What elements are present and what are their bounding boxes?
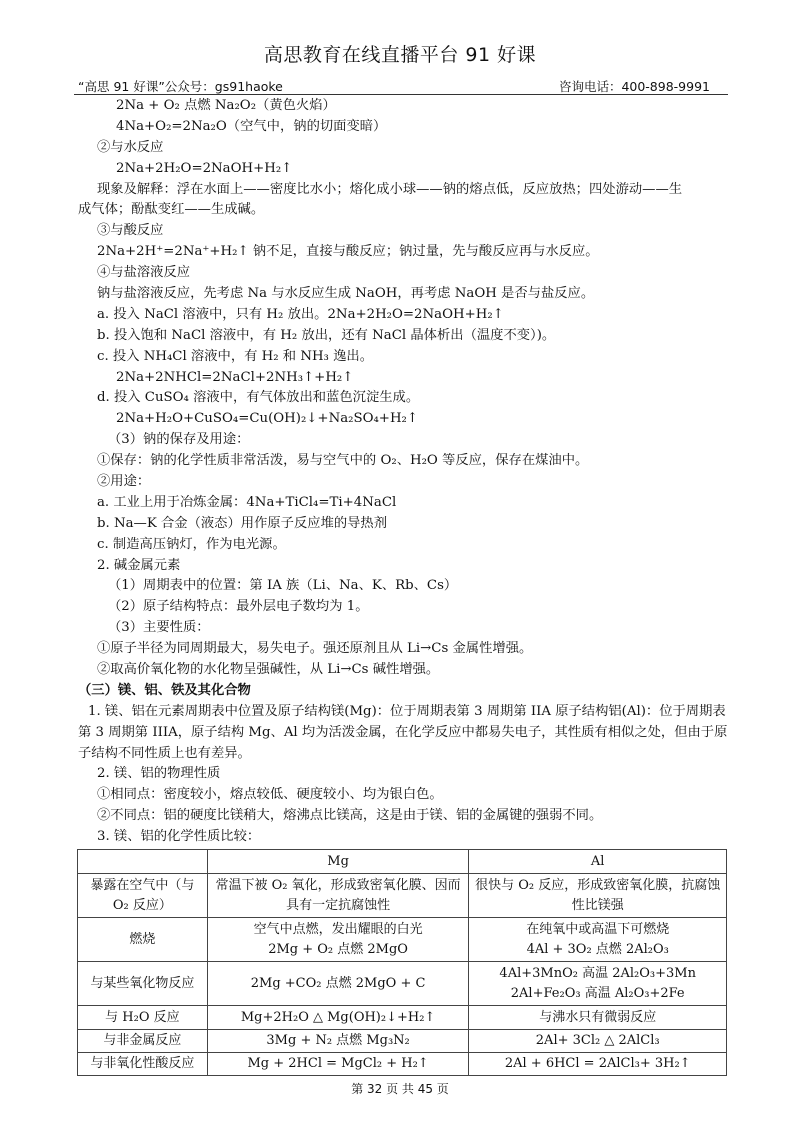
text-line: ①相同点：密度较小，熔点较低、硬度较小、均为银白色。: [97, 786, 443, 802]
table-header-cell: Mg: [207, 850, 469, 874]
text-line: c. 制造高压钠灯，作为电光源。: [97, 536, 286, 552]
text-line: （3）主要性质：: [108, 620, 210, 636]
table-cell: 与非金属反应: [78, 1030, 208, 1053]
table-cell: 4Al+3MnO₂ 高温 2Al₂O₃+3Mn 2Al+Fe₂O₃ 高温 Al₂O₃+2Fe: [469, 962, 727, 1006]
paragraph: 1. 镁、铝在元素周期表中位置及原子结构镁(Mg)：位于周期表第 3 周期第 IIA 原子结构铝(Al)：位于周期表第 3 周期第 IIIA，原子结构 Mg、Al 均为活泼金属，在化学反应中都易失电子，其性质有相似之处，但由于原子结构不同性质上也有差异。: [78, 703, 728, 761]
table-cell: 很快与 O₂ 反应，形成致密氧化膜，抗腐蚀性比镁强: [469, 874, 727, 918]
page-number: 第 32 页 共 45 页: [351, 1082, 449, 1096]
phone-number: 咨询电话：400-898-9991: [558, 79, 710, 94]
page-title: 高思教育在线直播平台 91 好课: [263, 44, 537, 66]
table-header-cell: [78, 850, 208, 874]
text-line: ①保存：钠的化学性质非常活泼，易与空气中的 O₂、H₂O 等反应，保存在煤油中。: [97, 453, 589, 469]
text-line: 成气体；酚酞变红——生成碱。: [78, 202, 265, 218]
text-line: a. 投入 NaCl 溶液中，只有 H₂ 放出。2Na+2H₂O=2NaOH+H₂↑: [97, 306, 504, 322]
comparison-table: [77, 849, 727, 1076]
text-line: 2Na+2H₂O=2NaOH+H₂↑: [116, 160, 293, 176]
text-line: 2Na+2H⁺=2Na⁺+H₂↑ 钠不足，直接与酸反应；钠过量，先与酸反应再与水反应。: [97, 244, 599, 260]
table-cell: Mg+2H₂O △ Mg(OH)₂↓+H₂↑: [207, 1006, 469, 1030]
table-cell: 2Mg +CO₂ 点燃 2MgO + C: [207, 962, 469, 1006]
table-cell: 2Al + 6HCl = 2AlCl₃+ 3H₂↑: [469, 1053, 727, 1076]
text-line: 2Na+H₂O+CuSO₄=Cu(OH)₂↓+Na₂SO₄+H₂↑: [116, 411, 419, 427]
text-line: b. 投入饱和 NaCl 溶液中，有 H₂ 放出，还有 NaCl 晶体析出（温度不变）)。: [97, 327, 556, 343]
table-row: [78, 1006, 727, 1030]
section-heading: 3. 镁、铝的化学性质比较：: [97, 828, 261, 844]
document-body: [78, 96, 733, 847]
table-cell: 2Al+ 3Cl₂ △ 2AlCl₃: [469, 1030, 727, 1053]
text-line: a. 工业上用于冶炼金属：4Na+TiCl₄=Ti+4NaCl: [97, 494, 397, 510]
text-line: ④与盐溶液反应: [97, 265, 191, 281]
text-line: ②不同点：铝的硬度比镁稍大，熔沸点比镁高，这是由于镁、铝的金属键的强弱不同。: [97, 807, 603, 823]
table-cell: 常温下被 O₂ 氧化，形成致密氧化膜、因而具有一定抗腐蚀性: [207, 874, 469, 918]
table-cell: 在纯氧中或高温下可燃烧 4Al + 3O₂ 点燃 2Al₂O₃: [469, 918, 727, 962]
table-cell: 暴露在空气中（与 O₂ 反应）: [78, 874, 208, 918]
table-row: [78, 918, 727, 962]
table-cell: 与某些氧化物反应: [78, 962, 208, 1006]
text-line: c. 投入 NH₄Cl 溶液中，有 H₂ 和 NH₃ 逸出。: [97, 348, 374, 364]
header-divider: [74, 94, 728, 95]
table-cell: Mg + 2HCl = MgCl₂ + H₂↑: [207, 1053, 469, 1076]
text-line: d. 投入 CuSO₄ 溶液中，有气体放出和蓝色沉淀生成。: [97, 390, 420, 406]
text-line: ①原子半径为同周期最大，易失电子。强还原剂且从 Li→Cs 金属性增强。: [97, 641, 533, 657]
text-line: （2）原子结构特点：最外层电子数均为 1。: [108, 599, 369, 615]
table-row: [78, 1030, 727, 1053]
text-line: 2Na+2NHCl=2NaCl+2NH₃↑+H₂↑: [116, 369, 354, 385]
table-row: [78, 1053, 727, 1076]
table-cell: 空气中点燃，发出耀眼的白光 2Mg + O₂ 点燃 2MgO: [207, 918, 469, 962]
table-row: [78, 962, 727, 1006]
text-line: 钠与盐溶液反应，先考虑 Na 与水反应生成 NaOH，再考虑 NaOH 是否与盐反应。: [97, 286, 595, 302]
text-line: （1）周期表中的位置：第 IA 族（Li、Na、K、Rb、Cs）: [108, 578, 458, 594]
table-cell: 与 H₂O 反应: [78, 1006, 208, 1030]
text-line: 现象及解释：浮在水面上——密度比水小；熔化成小球——钠的熔点低，反应放热；四处游动——生: [97, 181, 683, 197]
text-line: b. Na—K 合金（液态）用作原子反应堆的导热剂: [97, 515, 388, 531]
section-heading: 2. 镁、铝的物理性质: [97, 765, 221, 781]
text-line: ②取高价氧化物的水化物呈强碱性，从 Li→Cs 碱性增强。: [97, 662, 440, 678]
text-line: （3）钠的保存及用途：: [108, 432, 250, 448]
section-heading: （三）镁、铝、铁及其化合物: [78, 682, 251, 698]
text-line: 2Na + O₂ 点燃 Na₂O₂（黄色火焰）: [116, 98, 336, 113]
table-header-row: [78, 850, 727, 874]
table-cell: 与沸水只有微弱反应: [469, 1006, 727, 1030]
text-line: 4Na+O₂=2Na₂O（空气中，钠的切面变暗）: [116, 118, 387, 134]
text-line: ③与酸反应: [97, 223, 164, 239]
table-cell: 3Mg + N₂ 点燃 Mg₃N₂: [207, 1030, 469, 1053]
table-cell: 与非氧化性酸反应: [78, 1053, 208, 1076]
section-heading: 2. 碱金属元素: [97, 557, 181, 573]
text-line: ②与水反应: [97, 139, 164, 155]
text-line: ②用途：: [97, 474, 151, 490]
table-header-cell: Al: [469, 850, 727, 874]
wechat-account: “高思 91 好课”公众号：gs91haoke: [78, 79, 283, 94]
table-cell: 燃烧: [78, 918, 208, 962]
table-row: [78, 874, 727, 918]
